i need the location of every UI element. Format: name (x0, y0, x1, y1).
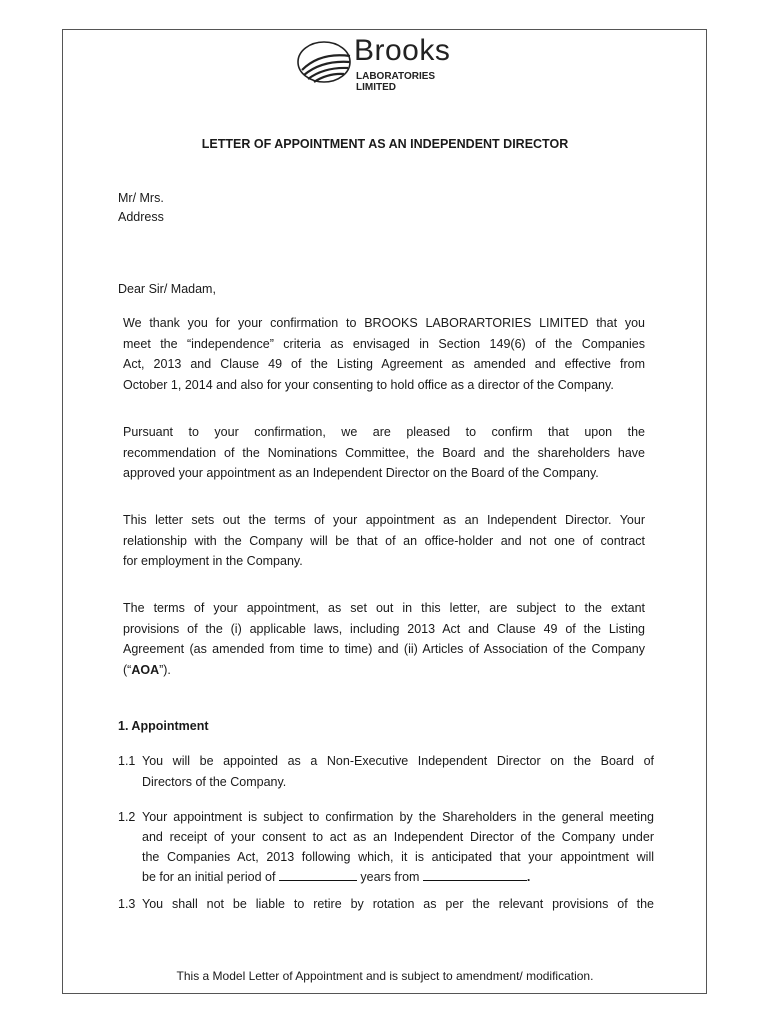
paragraph-line: The terms of your appointment, as set out in this letter, are subject to the extant (123, 601, 645, 615)
logo-name: Brooks (354, 34, 451, 67)
paragraph-line: for employment in the Company. (123, 554, 303, 568)
clause-line: You shall not be liable to retire by rotation as per the relevant provisions of the (142, 897, 654, 911)
clause-1-2 (118, 807, 654, 887)
paragraph-line (123, 660, 645, 681)
footer-note: This a Model Letter of Appointment and is subject to amendment/ modification. (176, 969, 594, 983)
globe-swoosh-icon (296, 40, 356, 86)
aoa-term: AOA (131, 662, 160, 677)
clause-number: 1.3 (118, 897, 136, 911)
paragraph-line: recommendation of the Nominations Committee, the Board and the shareholders have (123, 445, 645, 460)
addressee-address: Address (118, 210, 164, 224)
years-from-label: years from (360, 870, 420, 884)
paragraph-line: approved your appointment as an Independent Director on the Board of the Company. (123, 466, 599, 480)
paragraph-line: October 1, 2014 and also for your consenting to hold office as a director of the Company. (123, 377, 614, 392)
period-label: be for an initial period of (142, 870, 276, 884)
paragraph-line: relationship with the Company will be that of an office-holder and not one of contract (123, 533, 645, 548)
paragraph-approval (123, 422, 645, 484)
paragraph-line: meet the “independence” criteria as envisaged in Section 149(6) of the Companies (123, 336, 645, 351)
paragraph-confirmation (123, 313, 645, 395)
period-end: . (526, 870, 531, 884)
aoa-open: (“ (123, 662, 132, 677)
aoa-close: ”). (159, 662, 171, 677)
paragraph-line: Act, 2013 and Clause 49 of the Listing Agreement as amended and effective from (123, 357, 645, 371)
logo-subtitle: LABORATORIES LIMITED (356, 71, 436, 93)
clause-line: Directors of the Company. (142, 774, 287, 789)
clause-number: 1.2 (118, 810, 136, 824)
paragraph-line: We thank you for your confirmation to BROOKS LABORARTORIES LIMITED that you (123, 316, 645, 330)
company-logo (296, 34, 476, 93)
clause-line: Your appointment is subject to confirmation by the Shareholders in the general meeting (142, 810, 654, 824)
clause-number: 1.1 (118, 754, 136, 768)
section-heading-appointment: 1. Appointment (118, 719, 209, 733)
paragraph-extant-provisions (123, 598, 645, 680)
clause-line: You will be appointed as a Non-Executive Independent Director on the Board of (142, 754, 654, 768)
addressee-name: Mr/ Mrs. (118, 191, 164, 205)
paragraph-line: Agreement (as amended from time to time) and (ii) Articles of Association of the Company (123, 642, 645, 656)
paragraph-line: Pursuant to your confirmation, we are pleased to confirm that upon the (123, 425, 645, 439)
clause-line: and receipt of your consent to act as an Independent Director of the Company under (142, 830, 654, 844)
clause-line: the Companies Act, 2013 following which, it is anticipated that your appointment will (142, 850, 654, 864)
clause-1-1 (118, 751, 654, 792)
paragraph-terms-intro (123, 510, 645, 572)
letter-title: LETTER OF APPOINTMENT AS AN INDEPENDENT DIRECTOR (201, 137, 569, 151)
clause-1-3 (118, 894, 654, 915)
period-blank (279, 869, 357, 881)
paragraph-line: provisions of the (i) applicable laws, including 2013 Act and Clause 49 of the Listing (123, 621, 645, 636)
paragraph-line: This letter sets out the terms of your appointment as an Independent Director. Your (123, 513, 645, 527)
salutation: Dear Sir/ Madam, (118, 282, 216, 296)
date-blank (423, 869, 527, 881)
clause-line (142, 867, 654, 887)
